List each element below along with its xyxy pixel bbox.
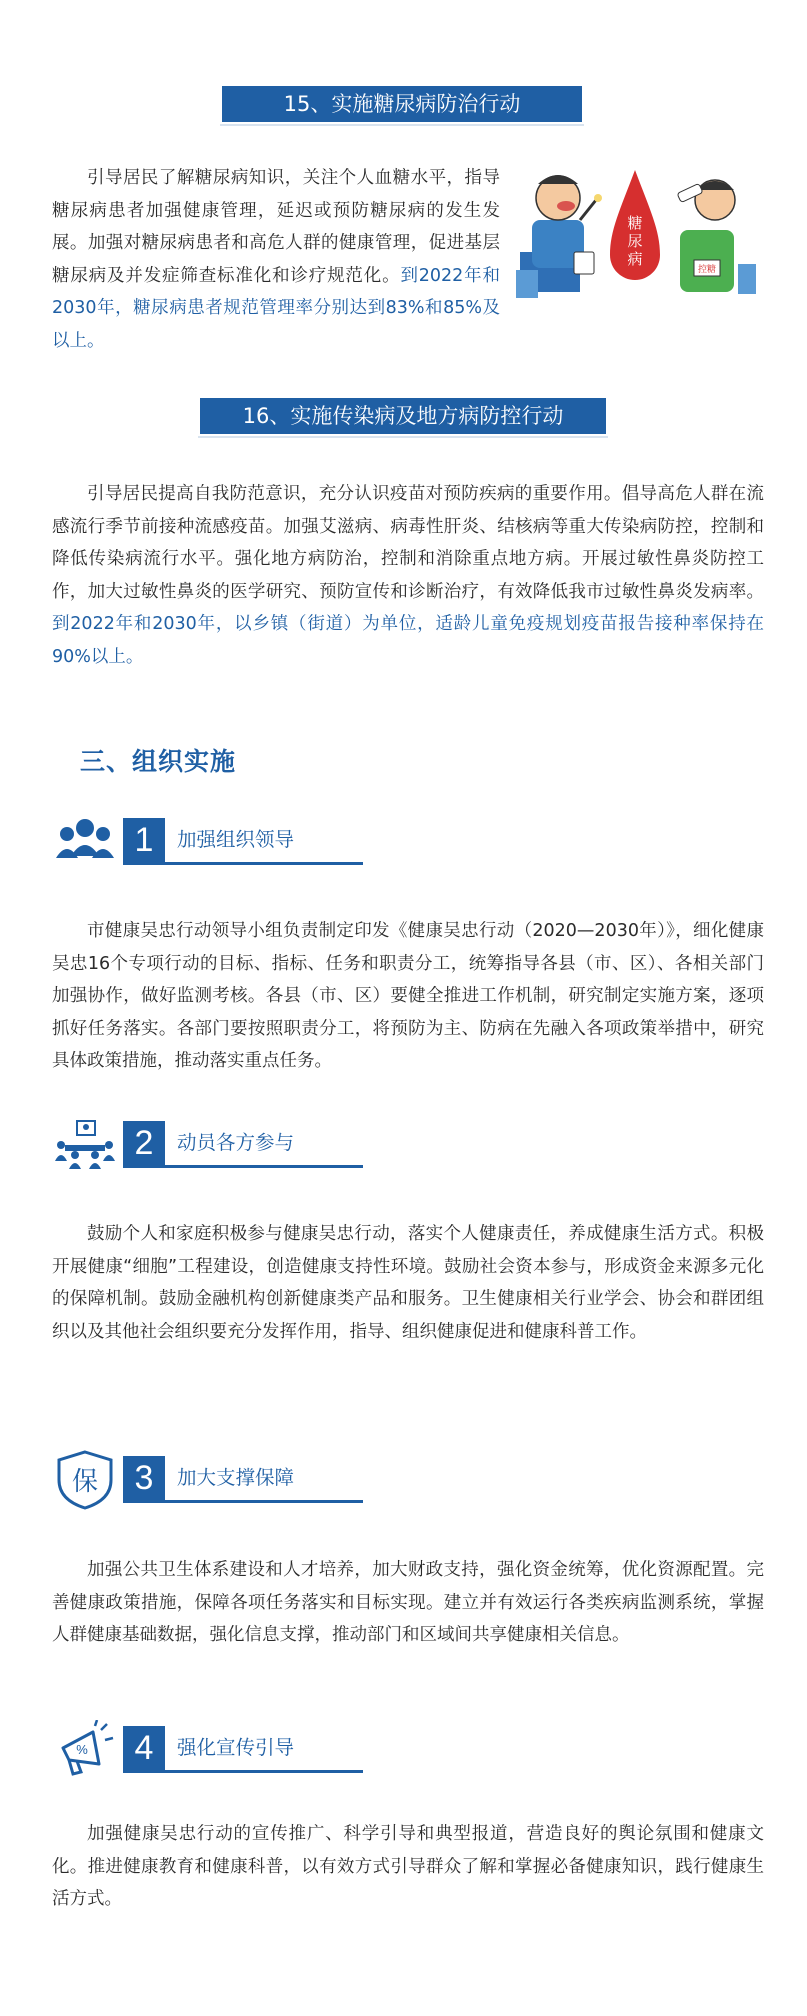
item-2-heading xyxy=(55,1115,355,1175)
item-4-label: 强化宣传引导 xyxy=(177,1736,295,1759)
people-group-icon xyxy=(55,812,115,872)
item-3-paragraph: 加强公共卫生体系建设和人才培养，加大财政支持，强化资金统筹，优化资源配置。完善健康政策措施，保障各项任务落实和目标实现。建立并有效运行各类疾病监测系统，掌握人群健康基础数据，强化信息支撑，推动部门和区域间共享健康相关信息。 xyxy=(52,1560,764,1645)
megaphone-percent: % xyxy=(76,1742,88,1757)
item-4-number: 4 xyxy=(123,1726,165,1770)
diabetes-illustration xyxy=(510,160,760,310)
part-3-title: 三、组织实施 xyxy=(80,747,237,776)
drop-label-2: 尿 xyxy=(627,233,643,250)
item-1-heading xyxy=(55,812,355,872)
item-4-underline xyxy=(123,1770,363,1773)
drop-label-3: 病 xyxy=(627,251,643,268)
meeting-icon xyxy=(55,1115,115,1175)
item-3-label: 加大支撑保障 xyxy=(177,1466,295,1489)
section-15-paragraph xyxy=(52,162,500,357)
section-15-text: 引导居民了解糖尿病知识，关注个人血糖水平，指导糖尿病患者加强健康管理，延迟或预防糖尿病的发生发展。加强对糖尿病患者和高危人群的健康管理，促进基层糖尿病及并发症筛查标准化和诊疗规范化。 xyxy=(52,168,500,286)
item-3-number: 3 xyxy=(123,1456,165,1500)
item-2-number: 2 xyxy=(123,1121,165,1165)
item-3-heading xyxy=(55,1450,355,1510)
section-16-highlight: 到2022年和2030年，以乡镇（街道）为单位，适龄儿童免疫规划疫苗报告接种率保持在90%以上。 xyxy=(52,614,764,667)
item-1-number: 1 xyxy=(123,818,165,862)
item-2-label: 动员各方参与 xyxy=(177,1131,295,1154)
man-drinking-icon xyxy=(677,180,756,294)
section-15-banner: 15、实施糖尿病防治行动 xyxy=(222,86,582,122)
man-eating-icon xyxy=(516,175,602,298)
item-2-paragraph: 鼓励个人和家庭积极参与健康吴忠行动，落实个人健康责任，养成健康生活方式。积极开展健康“细胞”工程建设，创造健康支持性环境。鼓励社会资本参与，形成资金来源多元化的保障机制。鼓励金融机构创新健康类产品和服务。卫生健康相关行业学会、协会和群团组织以及其他社会组织要充分发挥作用，指导、组织健康促进和健康科普工作。 xyxy=(52,1224,764,1342)
drop-label-1: 糖 xyxy=(627,215,643,232)
shield-icon xyxy=(55,1450,115,1510)
item-3-underline xyxy=(123,1500,363,1503)
tag-text: 控糖 xyxy=(697,264,717,274)
item-1-underline xyxy=(123,862,363,865)
section-16-text: 引导居民提高自我防范意识，充分认识疫苗对预防疾病的重要作用。倡导高危人群在流感流行季节前接种流感疫苗。加强艾滋病、病毒性肝炎、结核病等重大传染病防控，控制和降低传染病流行水平。强化地方病防治，控制和消除重点地方病。开展过敏性鼻炎防控工作，加大过敏性鼻炎的医学研究、预防宣传和诊断治疗，有效降低我市过敏性鼻炎发病率。 xyxy=(52,484,764,602)
item-4-heading xyxy=(55,1720,355,1780)
item-2-underline xyxy=(123,1165,363,1168)
section-16-paragraph xyxy=(52,478,764,673)
item-1-label: 加强组织领导 xyxy=(177,828,295,851)
shield-icon-text: 保 xyxy=(71,1466,99,1496)
section-16-banner: 16、实施传染病及地方病防控行动 xyxy=(200,398,606,434)
section-15-highlight: 到2022年和2030年，糖尿病患者规范管理率分别达到83%和85%及以上。 xyxy=(52,265,500,351)
item-1-paragraph: 市健康吴忠行动领导小组负责制定印发《健康吴忠行动（2020—2030年）》，细化健康吴忠16个专项行动的目标、指标、任务和职责分工，统筹指导各县（市、区）、各相关部门加强协作，做好监测考核。各县（市、区）要健全推进工作机制，研究制定实施方案，逐项抓好任务落实。各部门要按照职责分工，将预防为主、防病在先融入各项政策举措中，研究具体政策措施，推动落实重点任务。 xyxy=(52,921,764,1071)
item-4-paragraph: 加强健康吴忠行动的宣传推广、科学引导和典型报道，营造良好的舆论氛围和健康文化。推进健康教育和健康科普，以有效方式引导群众了解和掌握必备健康知识，践行健康生活方式。 xyxy=(52,1824,764,1909)
diabetes-drop-icon xyxy=(610,170,660,280)
megaphone-icon xyxy=(55,1720,115,1780)
